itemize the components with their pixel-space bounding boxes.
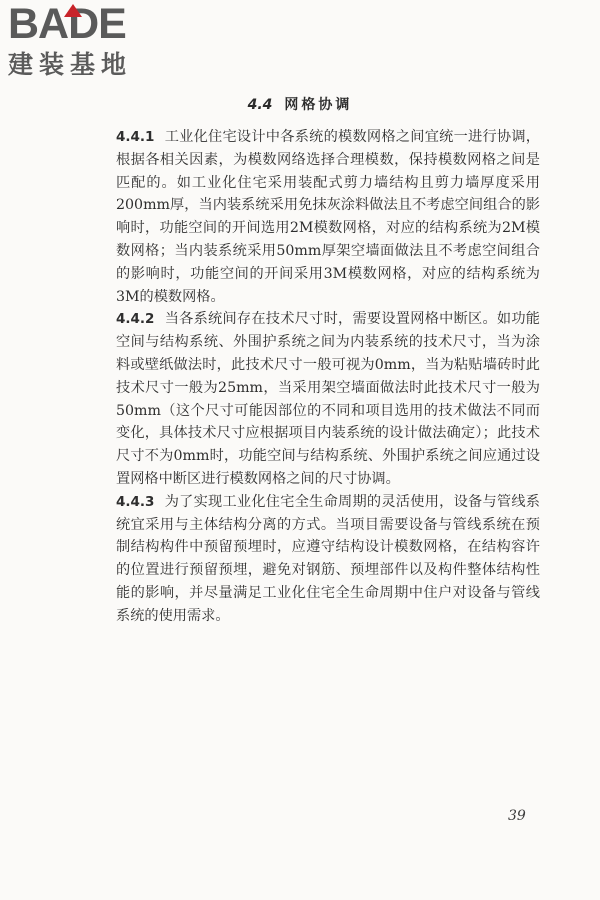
document-body <box>116 126 540 628</box>
section-heading <box>0 94 600 114</box>
clause-4-4-2 <box>116 308 540 490</box>
logo-subtitle: 建装基地 <box>8 50 133 79</box>
clause-number: 4.4.2 <box>116 311 155 328</box>
clause-number: 4.4.3 <box>116 493 155 510</box>
bade-logo <box>8 2 178 80</box>
section-number: 4.4 <box>247 97 273 113</box>
clause-text: 为了实现工业化住宅全生命周期的灵活使用，设备与管线系统宜采用与主体结构分离的方式。当项目需要设备与管线系统在预制结构构件中预留预埋时，应遵守结构设计模数网格，在结构容许的位置进行预留预埋，避免对钢筋、预埋部件以及构件整体结构性能的影响，并尽量满足工业化住宅全生命周期中住户对设备与管线系统的使用需求。 <box>116 493 540 624</box>
clause-number: 4.4.1 <box>116 129 155 145</box>
section-title-text: 网格协调 <box>284 97 353 113</box>
page-number: 39 <box>508 808 526 824</box>
clause-text: 工业化住宅设计中各系统的模数网格之间宜统一进行协调，根据各相关因素，为模数网络选择合理模数，保持模数网格之间是匹配的。如工业化住宅采用装配式剪力墙结构且剪力墙厚度采用200mm厚，当内装系统采用免抹灰涂料做法且不考虑空间组合的影响时，功能空间的开间选用2M模数网格，对应的结构系统为2M模数网格；当内装系统采用50mm厚架空墙面做法且不考虑空间组合的影响时，功能空间的开间采用3M模数网格，对应的结构系统为3M的模数网格。 <box>116 129 540 305</box>
clause-4-4-1 <box>116 126 540 308</box>
logo-accent-triangle-icon <box>64 4 82 17</box>
logo-wordmark: BADE <box>8 0 126 48</box>
clause-text: 当各系统间存在技术尺寸时，需要设置网格中断区。如功能空间与结构系统、外围护系统之间为内装系统的技术尺寸，当为涂料或壁纸做法时，此技术尺寸一般可视为0mm，当为粘贴墙砖时此技术尺寸一般为25mm，当采用架空墙面做法时此技术尺寸一般为50mm（这个尺寸可能因部位的不同和项目选用的技术做法不同而变化，具体技术尺寸应根据项目内装系统的设计做法确定）；此技术尺寸不为0mm时，功能空间与结构系统、外围护系统之间应通过设置网格中断区进行模数网格之间的尺寸协调。 <box>116 311 540 487</box>
clause-4-4-3 <box>116 491 540 628</box>
